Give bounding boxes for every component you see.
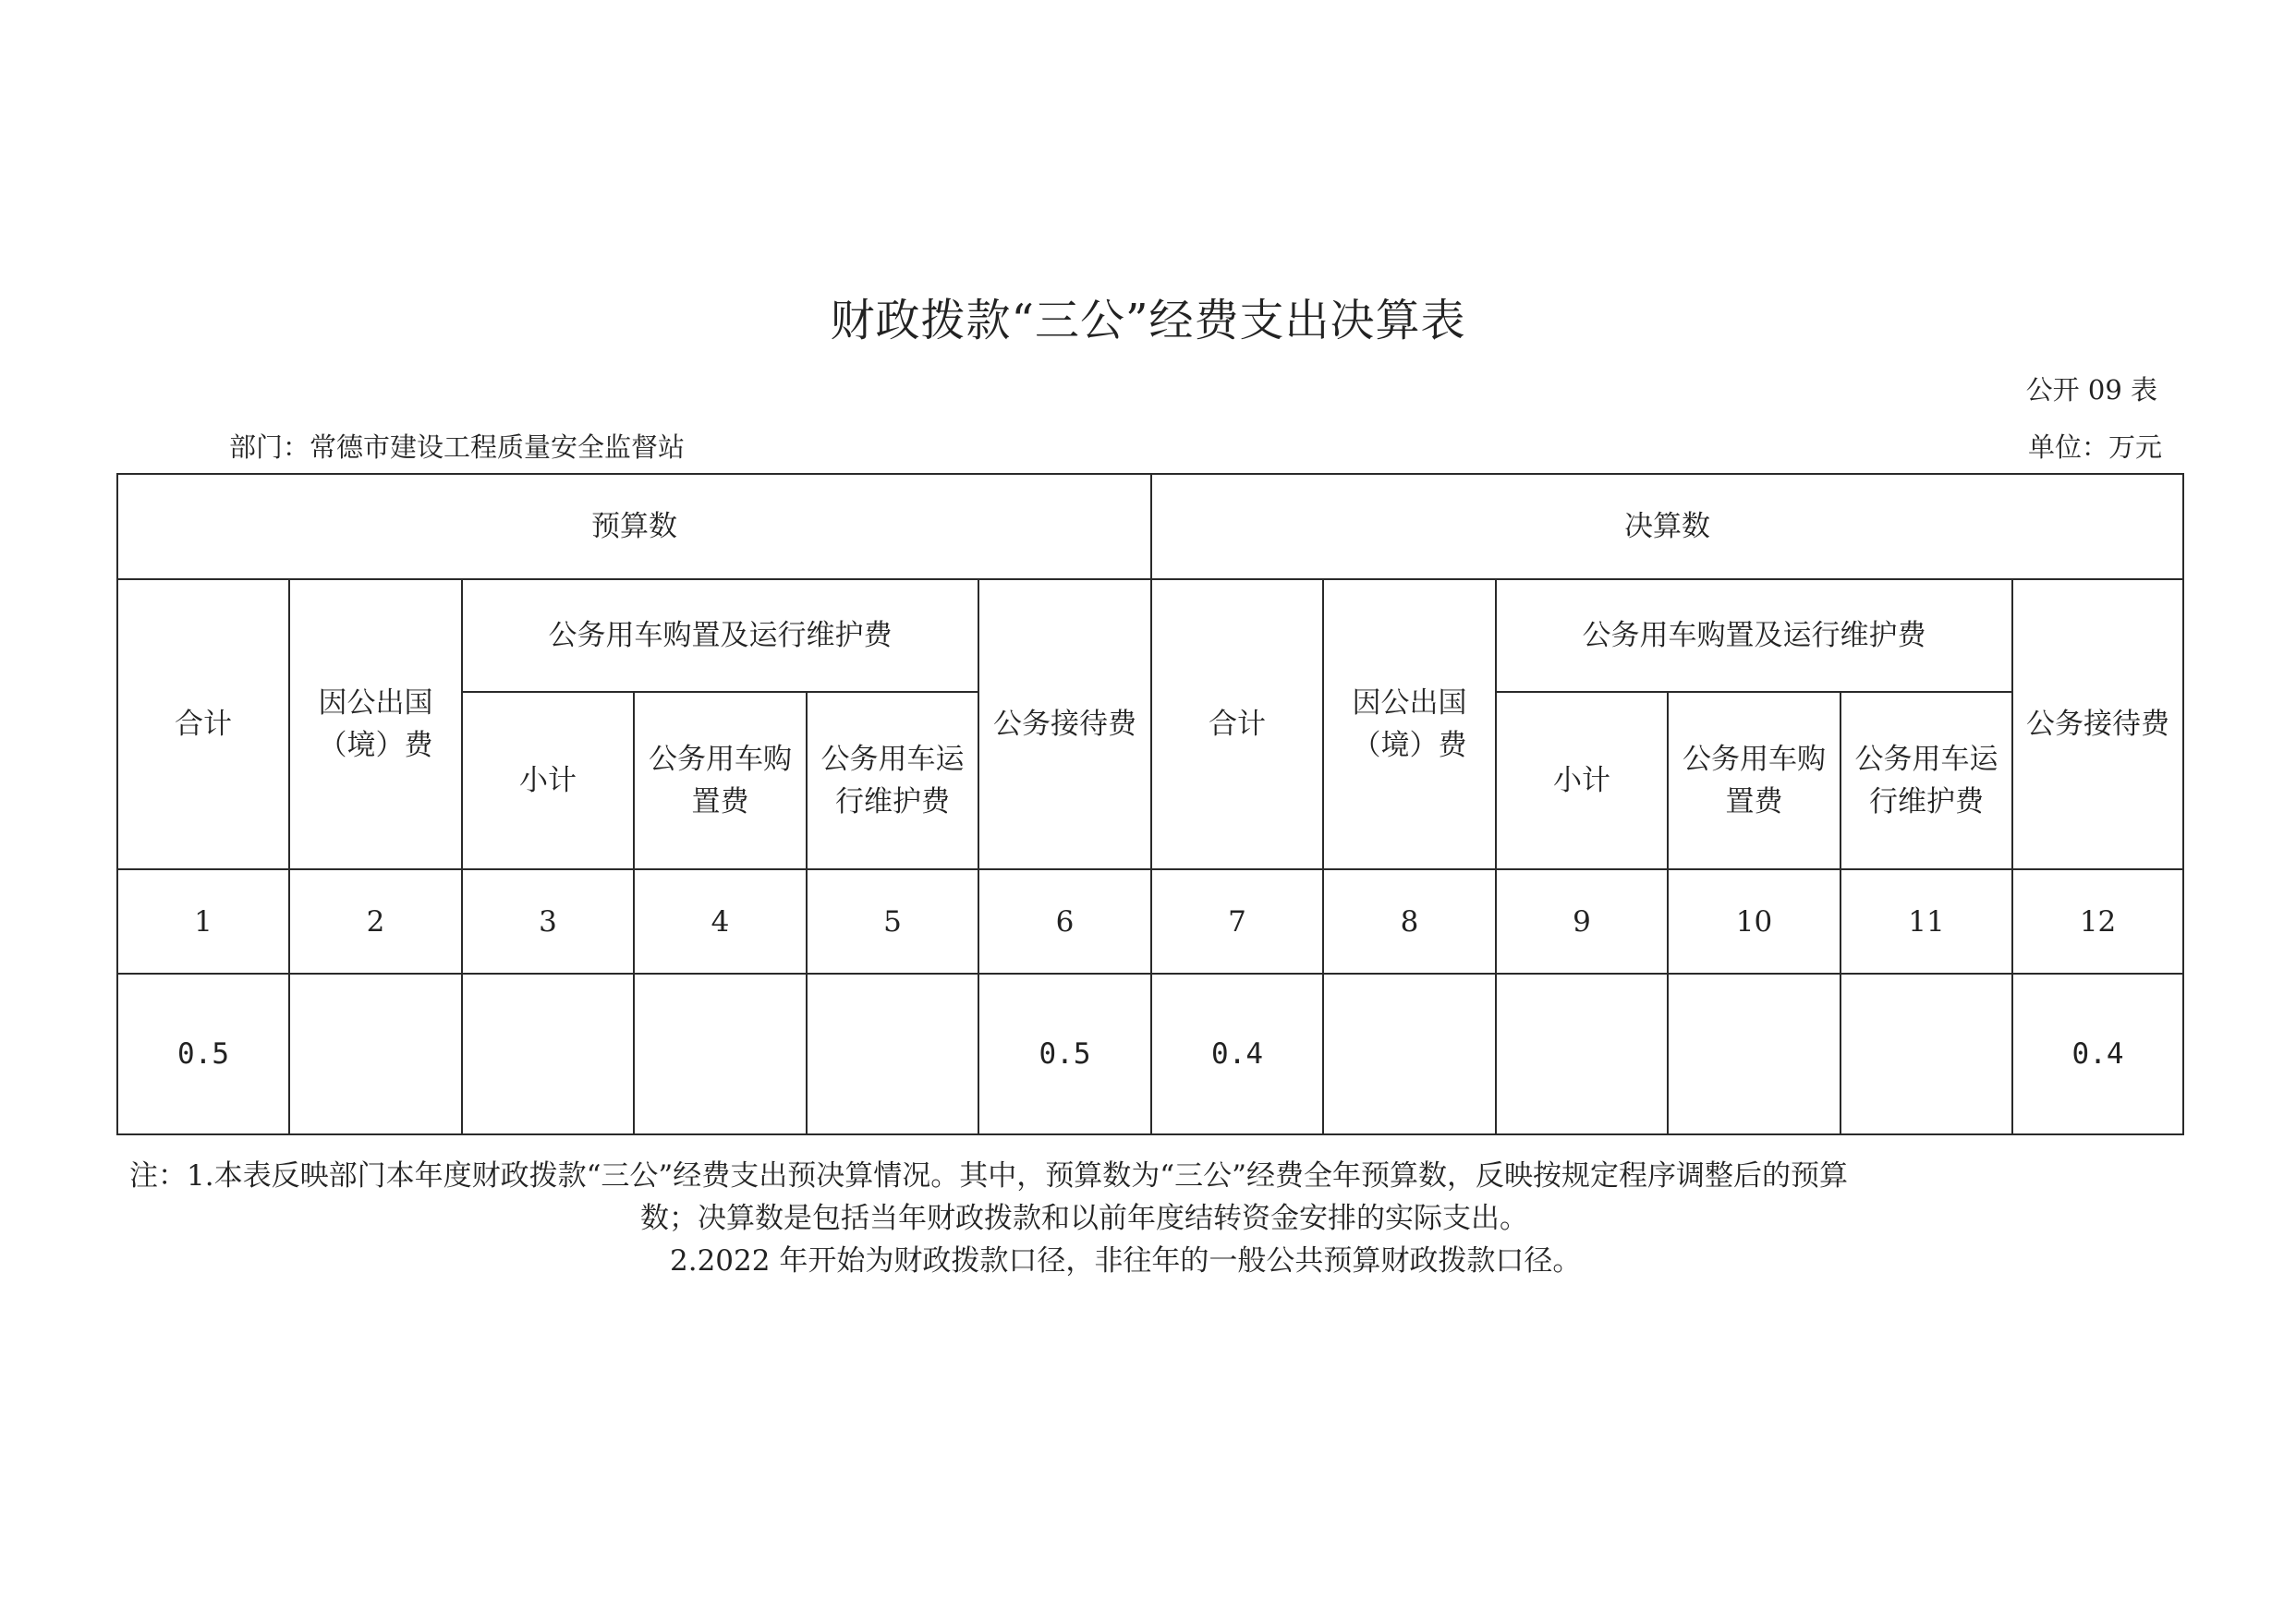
budget-vehicle-purchase-header: 公务用车购置费 xyxy=(634,692,807,869)
budget-subtotal-header: 小计 xyxy=(462,692,634,869)
final-vehicle-purchase-header: 公务用车购置费 xyxy=(1668,692,1840,869)
budget-vehicle-operation-header: 公务用车运行维护费 xyxy=(807,692,978,869)
final-abroad-header: 因公出国（境）费 xyxy=(1323,579,1496,869)
column-number: 3 xyxy=(462,869,634,974)
column-number: 12 xyxy=(2012,869,2183,974)
budget-abroad-value xyxy=(289,974,462,1134)
footnotes xyxy=(129,1155,2176,1282)
final-vehicle-operation-value xyxy=(1840,974,2012,1134)
footnote-line-2: 数；决算数是包括当年财政拨款和以前年度结转资金安排的实际支出。 xyxy=(640,1202,1528,1235)
column-number: 8 xyxy=(1323,869,1496,974)
column-number: 11 xyxy=(1840,869,2012,974)
column-number: 1 xyxy=(117,869,289,974)
final-total-value: 0.4 xyxy=(1151,974,1323,1134)
budget-group-header: 预算数 xyxy=(117,474,1151,579)
budget-vehicle-operation-value xyxy=(807,974,978,1134)
budget-reception-header: 公务接待费 xyxy=(978,579,1151,869)
final-reception-value: 0.4 xyxy=(2012,974,2183,1134)
final-group-header: 决算数 xyxy=(1151,474,2183,579)
budget-vehicle-group-header: 公务用车购置及运行维护费 xyxy=(462,579,978,692)
final-total-header: 合计 xyxy=(1151,579,1323,869)
column-number: 7 xyxy=(1151,869,1323,974)
budget-vehicle-purchase-value xyxy=(634,974,807,1134)
footnote-line-1: 注：1.本表反映部门本年度财政拨款“三公”经费支出预决算情况。其中，预算数为“三公”经费全年预算数，反映按规定程序调整后的预算 xyxy=(129,1159,1848,1193)
final-vehicle-purchase-value xyxy=(1668,974,1840,1134)
final-reception-header: 公务接待费 xyxy=(2012,579,2183,869)
form-number: 公开 09 表 xyxy=(2025,374,2157,406)
value-row xyxy=(117,974,2183,1134)
final-subtotal-header: 小计 xyxy=(1496,692,1668,869)
expense-table xyxy=(116,473,2184,1135)
final-subtotal-value xyxy=(1496,974,1668,1134)
budget-subtotal-value xyxy=(462,974,634,1134)
budget-total-header: 合计 xyxy=(117,579,289,869)
budget-abroad-header: 因公出国（境）费 xyxy=(289,579,462,869)
column-number: 6 xyxy=(978,869,1151,974)
unit-label: 单位：万元 xyxy=(2027,431,2162,463)
column-number: 5 xyxy=(807,869,978,974)
footnote-line-3: 2.2022 年开始为财政拨款口径，非往年的一般公共预算财政拨款口径。 xyxy=(670,1244,1582,1278)
department-label: 部门：常德市建设工程质量安全监督站 xyxy=(229,431,686,463)
budget-total-value: 0.5 xyxy=(117,974,289,1134)
column-number: 10 xyxy=(1668,869,1840,974)
column-number: 9 xyxy=(1496,869,1668,974)
column-number: 2 xyxy=(289,869,462,974)
final-vehicle-group-header: 公务用车购置及运行维护费 xyxy=(1496,579,2012,692)
budget-reception-value: 0.5 xyxy=(978,974,1151,1134)
group-header-row xyxy=(117,474,2183,579)
page-title: 财政拨款“三公”经费支出决算表 xyxy=(830,295,1466,346)
final-abroad-value xyxy=(1323,974,1496,1134)
column-number-row xyxy=(117,869,2183,974)
column-number: 4 xyxy=(634,869,807,974)
column-header-row xyxy=(117,579,2183,692)
final-vehicle-operation-header: 公务用车运行维护费 xyxy=(1840,692,2012,869)
